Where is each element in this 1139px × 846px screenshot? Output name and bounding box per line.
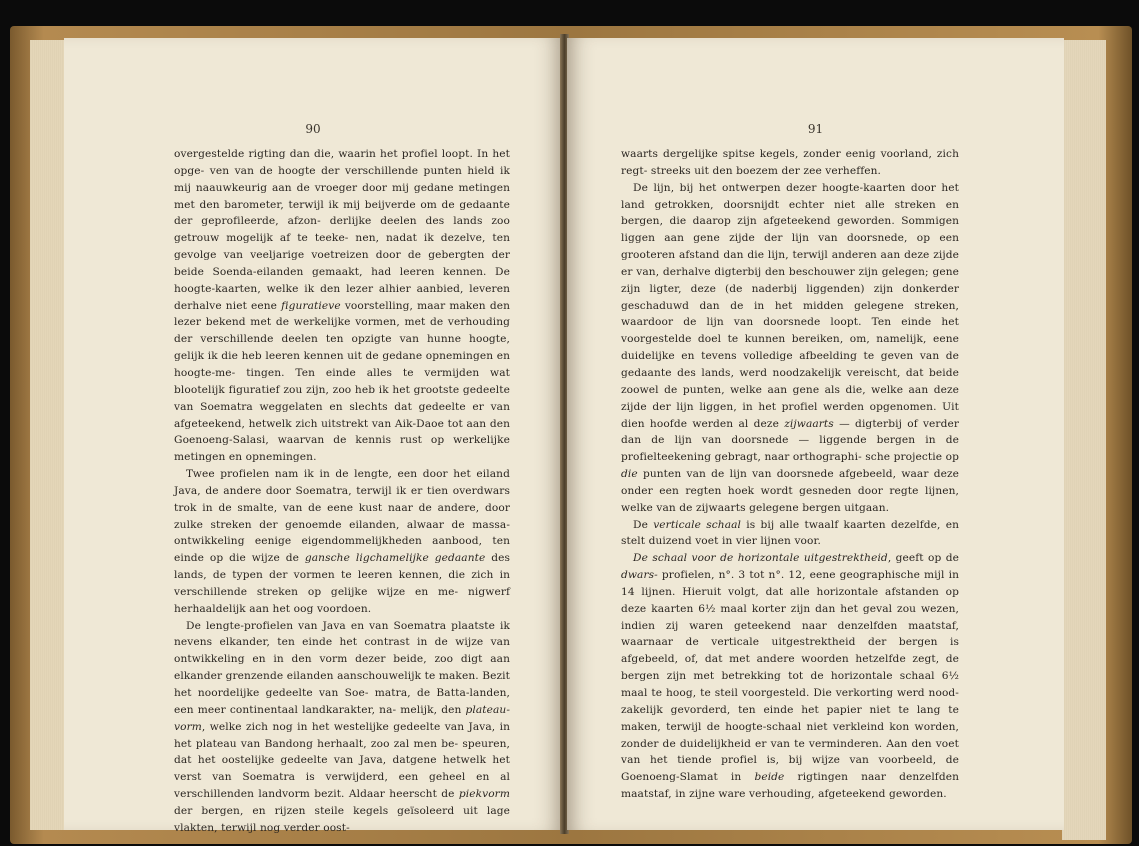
text-line: slechts dat gedeelte er van afgeteekend, hetwelk zich uitstrekt <box>174 400 511 430</box>
text-line: liggende bergen in de profielteekening gebragt, naar orthographi- <box>621 434 959 464</box>
text-line: , welke zich nog in het westelijke gedeelte <box>201 720 441 733</box>
page-text <box>174 146 510 837</box>
left-page <box>64 38 562 834</box>
text-line: steile kegels geïsoleerd uit lage vlakten, terwijl nog verder oost- <box>174 804 510 834</box>
italic-phrase: De schaal voor de horizontale uitgestrektheid <box>633 552 888 565</box>
text-line: , geeft op de <box>887 552 959 565</box>
text-line: liggenden) zijn donkerder geschaduwd dan de in het midden <box>621 282 959 312</box>
text-line: die heb leeren kennen uit de gedane opnemingen en hoogte-me- <box>174 350 511 379</box>
text-line: De lengte-profielen van Java en van Soematra plaatste ik nevens <box>174 619 510 649</box>
italic-phrase: dwars- <box>621 569 658 582</box>
text-line: door de gebergten der beide Soenda-eilanden gemaakt, had leeren <box>174 249 510 278</box>
paragraph <box>621 180 959 517</box>
text-line: streeks uit den boezem der zee verheffen. <box>650 164 881 177</box>
italic-phrase: gansche <box>304 552 350 565</box>
text-line: De lijn, bij het ontwerpen dezer hoogte-kaarten door het <box>633 181 959 194</box>
text-line: derlijke deelen des lands zoo getrouw mogelijk af te teeke- <box>174 215 511 245</box>
text-line: liggen, in het profiel werden opgenomen. Uit dien hoofde werden <box>621 400 960 430</box>
text-line: duidelijkheid er van te verminderen. Aan den voet van het <box>621 737 960 767</box>
italic-phrase: verticale schaal <box>653 518 742 531</box>
text-line: profielen, n°. 3 tot n°. 12, eene geographische mijl in 14 lijnen. <box>621 569 959 598</box>
paragraph <box>621 550 959 803</box>
text-line: de andere door Soematra, terwijl ik er tien overdwars trok in <box>174 484 511 514</box>
text-line: der bergen is afgebeeld, of, dat met andere woorden hetzelfde <box>621 636 959 666</box>
page-edges-left <box>30 40 66 830</box>
text-line: nen, nadat ik dezelve, ten gevolge van veeljarige voetreizen <box>174 232 511 262</box>
paragraph <box>174 146 510 466</box>
text-line: het voorgestelde doel te kunnen bereiken, om, namelijk, eene <box>621 316 960 346</box>
text-line: kennen, die zich in verschillende streken op gelijke wijze en me- <box>174 569 511 598</box>
text-line: des lands, werd noodzakelijk vereischt, dat beide zoowel de <box>621 366 960 396</box>
text-line: ven van de hoogte der verschillende punten hield ik mij naauwkeurig <box>174 164 510 194</box>
text-line: op werkelijke metingen en opnemingen. <box>174 434 511 464</box>
text-line: voorstelling, maar maken <box>344 299 486 312</box>
italic-phrase: piekvorm <box>458 788 510 801</box>
text-line: van Java, in het plateau van Bandong herhaalt, zoo zal men be- <box>174 720 510 750</box>
text-line: der genoemde eilanden, alwaar de massa-ontwikkeling eenige <box>174 518 511 548</box>
paragraph <box>174 618 510 837</box>
text-line: speuren, dat het oostelijke gedeelte van Java, datgene hetwelk het <box>174 737 510 767</box>
text-line: — digterbij of verder dan de lijn van doorsnede — <box>621 417 960 447</box>
text-line: den lezer bekend met de werkelijke vormen, met de verhouding <box>174 299 510 329</box>
text-line: terwijl ik mij beijverde om de gedaante der geprofileerde, afzon- <box>174 198 511 228</box>
text-line: van Aik-Daoe tot aan den Goenoeng-Salasi, waarvan de kennis rust <box>174 417 510 447</box>
text-line: sche projectie op <box>865 451 959 464</box>
page-number: 90 <box>305 122 321 136</box>
text-line: den beschouwer zijn gelegen; gene zijn ligter, deze (de naderbij <box>621 265 959 295</box>
text-line: Twee profielen nam ik in de lengte, een door het eiland Java, <box>174 468 510 497</box>
text-line: zijn, zoo heb ik het grootste gedeelte van Soematra weggelaten en <box>174 383 510 413</box>
text-line: land getrokken, doorsnijdt echter niet alle streken en bergen, die <box>621 198 959 228</box>
italic-phrase: ligchamelijke gedaante <box>355 552 486 565</box>
text-line: duizend voet in vier lijnen voor. <box>648 535 821 548</box>
text-line: waar deze onder een regten hoek wordt gesneden door regte <box>621 468 960 497</box>
text-line: aanschouwelijk te maken. Bezit het noordelijke gedeelte van Soe- <box>174 670 510 699</box>
text-line: eigendommelijkheden aanbood, ten einde op die wijze de <box>174 535 510 565</box>
text-line: punten, welke aan gene als die, welke aan deze zijde der lijn <box>621 383 959 413</box>
text-line: De <box>633 518 648 531</box>
text-line: nigwerf herhaaldelijk aan het oog voordoen. <box>174 585 510 615</box>
italic-phrase: beide <box>754 771 785 784</box>
right-page <box>567 38 1064 830</box>
text-line: verst van Soematra is verwijderd, een geheel en al verschillenden <box>174 771 510 801</box>
text-line: der bergen, en rijzen <box>174 804 306 817</box>
text-line: in den vorm dezer beide, zoo digt aan elkander grenzende eilanden <box>174 653 510 683</box>
text-line: terwijl de hoogte-schaal niet verkleind kon worden, zonder de <box>621 720 960 750</box>
text-line: de smalte, van de eene kust naar de andere, door zulke streken <box>174 501 510 531</box>
text-line: naar denzelfden maatstaf, waarnaar de verticale uitgestrektheid <box>621 619 960 649</box>
text-line: Hieruit volgt, dat alle horizontale afstanden op deze kaarten 6½ maal <box>621 585 959 615</box>
paragraph <box>621 146 959 180</box>
text-line: aan de vroeger door mij gedane metingen met den barometer, <box>174 181 510 211</box>
text-line: afgeteekend geworden. <box>818 788 947 801</box>
text-line: zijde der lijn van doorsnede, op een grooteren afstand dan die <box>621 232 959 262</box>
text-line: zakelijk gevorderd, ten einde het papier niet te lang te maken, <box>621 703 959 733</box>
text-line: 6½ maal te hoog, te steil voorgesteld. Die verkorting werd nood- <box>621 670 960 699</box>
text-line: elkander, ten einde het contrast in de wijze van ontwikkeling en <box>174 636 511 666</box>
text-line: overgestelde rigting dan die, waarin het profiel loopt. In het opge- <box>174 148 510 177</box>
page-edges-right <box>1062 40 1106 840</box>
text-line: leveren derhalve niet eene <box>174 282 510 312</box>
text-line: gelegene streken, waardoor de lijn van doorsnede loopt. Ten einde <box>621 299 960 329</box>
text-line: is bij alle twaalf kaarten dezelfde, en stelt <box>621 518 959 548</box>
text-line: waarts dergelijke spitse kegels, zonder eenig voorland, zich regt- <box>621 148 959 177</box>
text-line: korter zijn dan het geval zou wezen, indien zij waren geteekend <box>621 602 959 632</box>
text-line: lijn, terwijl anderen aan deze zijde er van, derhalve digterbij <box>621 249 960 278</box>
text-line: zegt, de bergen zijn met betrekking tot de horizontale schaal <box>621 653 959 683</box>
text-line: tingen. Ten einde alles te vermijden wat blootelijk figuratief zou <box>174 366 511 396</box>
italic-phrase: zijwaarts <box>784 417 834 430</box>
text-line: melijk, den <box>400 703 462 716</box>
page-number: 91 <box>807 122 824 136</box>
text-line: al deze <box>738 417 779 430</box>
text-line: des lands, de typen der vormen te leeren <box>174 552 511 582</box>
text-line: matra, de Batta-landen, een meer continentaal landkarakter, na- <box>174 687 511 716</box>
text-line: duidelijke en tevens volledige afbeelding te geven van de gedaante <box>621 350 959 379</box>
italic-phrase: figuratieve <box>281 299 341 312</box>
paragraph <box>174 466 510 618</box>
text-line: landvorm bezit. Aldaar heerscht de <box>258 788 455 801</box>
text-line: daarop zijn afgeteekend geworden. Sommigen liggen aan gene <box>621 215 959 245</box>
italic-phrase: plateau-vorm <box>174 703 511 733</box>
paragraph <box>621 517 959 551</box>
page-text <box>621 146 959 803</box>
italic-phrase: die <box>621 468 638 481</box>
text-line: punten van de lijn van doorsnede afgebeeld, <box>642 468 897 481</box>
text-line: lijnen, welke van de zijwaarts gelegene bergen uitgaan. <box>621 484 959 514</box>
text-line: der verschillende deelen ten opzigte van hunne hoogte, gelijk ik <box>174 333 510 363</box>
text-line: tiende profiel is, bij wijze van voorbeeld, de Goenoeng-Slamat in <box>621 754 959 784</box>
text-line: rigtingen naar denzelfden maatstaf, in zijne ware verhouding, <box>621 771 959 801</box>
text-line: kennen. De hoogte-kaarten, welke ik den lezer alhier aanbied, <box>174 265 511 295</box>
